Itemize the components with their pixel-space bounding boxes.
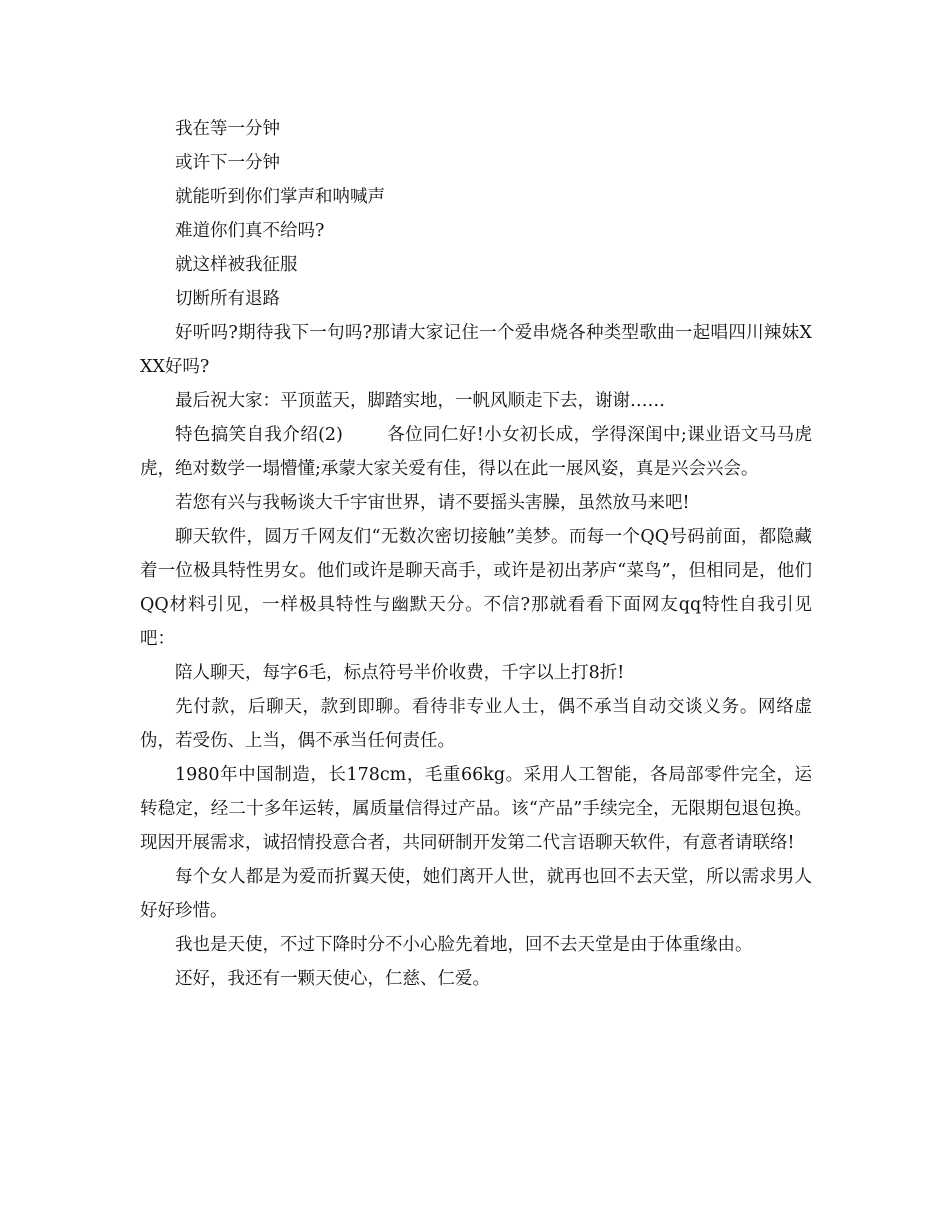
paragraph: 难道你们真不给吗?: [175, 221, 325, 241]
paragraph: 或许下一分钟: [175, 153, 280, 173]
paragraph: 就能听到你们掌声和呐喊声: [175, 187, 385, 207]
section-first-text: 各位同仁好!小女初长成，学得深闺中;课业语文马马虎虎，绝对数学一塌懵懂;承蒙大家关爱有佳，得以在此一展风姿，真是兴会兴会。: [140, 425, 812, 479]
paragraph: 每个女人都是为爱而折翼天使，她们离开人世，就再也回不去天堂，所以需求男人好好珍惜。: [140, 867, 812, 921]
paragraph: 我也是天使，不过下降时分不小心脸先着地，回不去天堂是由于体重缘由。: [175, 935, 753, 955]
paragraph: 1980年中国制造，长178cm，毛重66kg。采用人工智能，各局部零件完全，运转稳定，经二十多年运转，属质量信得过产品。该“产品”手续完全，无限期包退包换。现因开展需求，诚招情投意合者，共同研制开发第二代言语聊天软件，有意者请联络!: [140, 765, 812, 853]
paragraph: 若您有兴与我畅谈大千宇宙世界，请不要摇头害臊，虽然放马来吧!: [175, 493, 690, 513]
paragraph: 还好，我还有一颗天使心，仁慈、仁爱。: [175, 969, 490, 989]
paragraph: 先付款，后聊天，款到即聊。看待非专业人士，偶不承当自动交谈义务。网络虚伪，若受伤、上当，偶不承当任何责任。: [140, 697, 812, 751]
paragraph: 最后祝大家：平顶蓝天，脚踏实地，一帆风顺走下去，谢谢……: [175, 391, 665, 411]
paragraph: 聊天软件，圆万千网友们“无数次密切接触”美梦。而每一个QQ号码前面，都隐藏着一位极具特性男女。他们或许是聊天高手，或许是初出茅庐“菜鸟”，但相同是，他们QQ材料引见，一样极具特性与幽默天分。不信?那就看看下面网友qq特性自我引见吧：: [140, 527, 812, 649]
paragraph: 好听吗?期待我下一句吗?那请大家记住一个爱串烧各种类型歌曲一起唱四川辣妹XXX好吗?: [140, 323, 812, 377]
section-paragraph: [140, 418, 812, 486]
paragraph: 陪人聊天，每字6毛，标点符号半价收费，千字以上打8折!: [175, 663, 625, 683]
document-body: [140, 112, 812, 996]
paragraph: 就这样被我征服: [175, 255, 298, 275]
section-heading: 特色搞笑自我介绍(2): [175, 425, 343, 445]
paragraph: 切断所有退路: [175, 289, 280, 309]
paragraph: 我在等一分钟: [175, 119, 280, 139]
